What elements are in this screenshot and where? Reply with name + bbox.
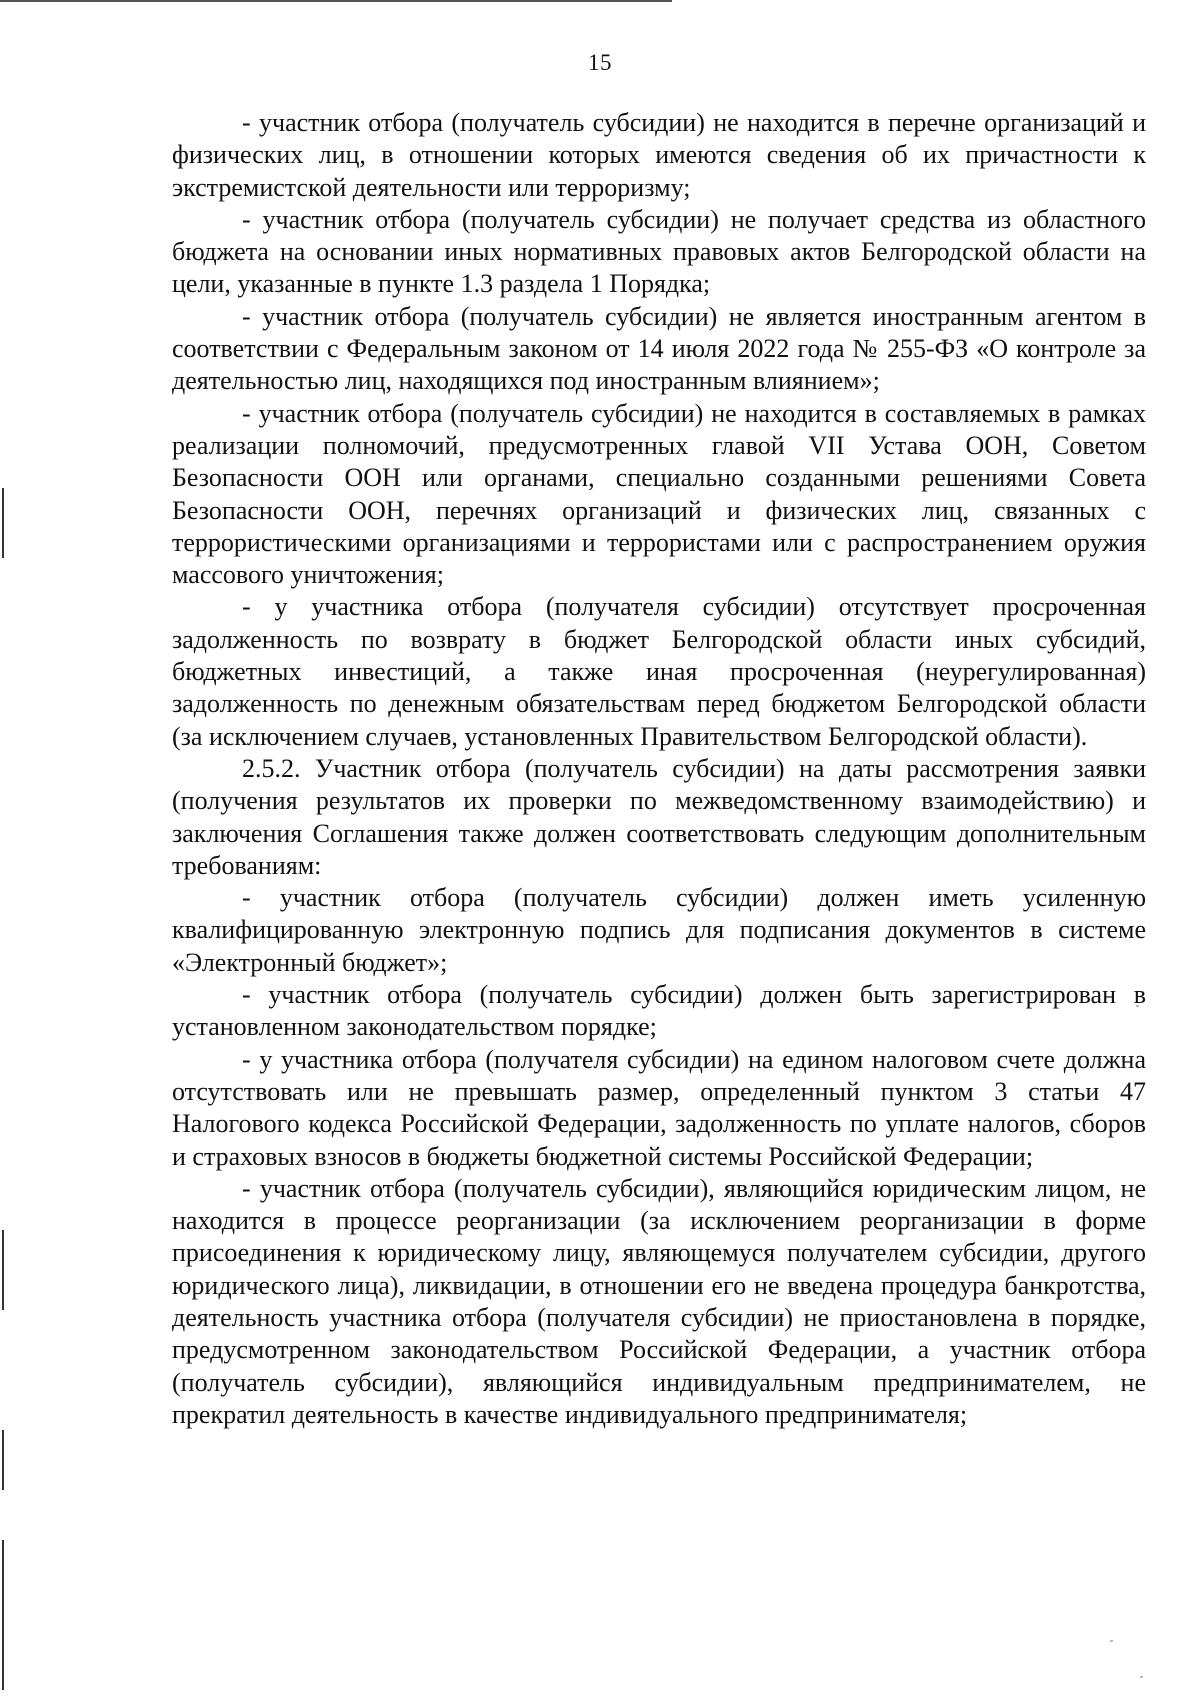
- paragraph: - участник отбора (получатель субсидии) не является иностранным агентом в соответствии с Федеральным законом от 14 июля 2022 года № 255-ФЗ «О контроле за деятельностью лиц, находящихся под иностранным влиянием»;: [172, 301, 1146, 396]
- paragraph: - участник отбора (получатель субсидии), являющийся юридическим лицом, не находится в процессе реорганизации (за исключением реорганизации в форме присоединения к юридическому лицу, являющемуся получателем субсидии, другого юридического лица), ликвидации, в отношении его не введена процедура банкротства, деятельность участника отбора (получателя субсидии) не приостановлена в порядке, предусмотренном законодательством Российской Федерации, а участник отбора (получатель субсидии), являющийся индивидуальным предпринимателем, не прекратил деятельность в качестве индивидуального предпринимателя;: [172, 1173, 1146, 1429]
- paragraph: - у участника отбора (получателя субсидии) на едином налоговом счете должна отсутствовать или не превышать размер, определенный пунктом 3 статьи 47 Налогового кодекса Российской Федерации, задолженность по уплате налогов, сборов и страховых взносов в бюджеты бюджетной системы Российской Федерации;: [172, 1044, 1146, 1171]
- paragraph: - участник отбора (получатель субсидии) должен иметь усиленную квалифицированную электронную подпись для подписания документов в системе «Электронный бюджет»;: [172, 883, 1146, 977]
- paragraph: - участник отбора (получатель субсидии) должен быть зарегистрирован в установленном законодательством порядке;: [172, 980, 1146, 1042]
- document-body: [172, 107, 1146, 1431]
- scan-margin-mark: [2, 1430, 4, 1490]
- paragraph: - участник отбора (получатель субсидии) не находится в составляемых в рамках реализации полномочий, предусмотренных главой VII Устава ООН, Советом Безопасности ООН или органами, специально созданными решениями Совета Безопасности ООН, перечнях организаций и физических лиц, связанных с террористическими организациями и террористами или с распространением оружия массового уничтожения;: [172, 398, 1146, 590]
- scan-edge-line: [0, 0, 672, 2]
- paragraph: - участник отбора (получатель субсидии) не получает средства из областного бюджета на основании иных нормативных правовых актов Белгородской области на цели, указанные в пункте 1.3 раздела 1 Порядка;: [172, 204, 1146, 299]
- paragraph: 2.5.2. Участник отбора (получатель субсидии) на даты рассмотрения заявки (получения результатов их проверки по межведомственному взаимодействию) и заключения Соглашения также должен соответствовать следующим дополнительным требованиям:: [172, 753, 1146, 880]
- scan-margin-mark: [2, 1230, 4, 1310]
- scan-speck: [1140, 1676, 1143, 1678]
- paragraph: - участник отбора (получатель субсидии) не находится в перечне организаций и физических лиц, в отношении которых имеются сведения об их причастности к экстремистской деятельности или терроризму;: [172, 108, 1146, 202]
- page-number: 15: [588, 50, 612, 75]
- scan-speck: [1110, 1640, 1113, 1642]
- paragraph: - у участника отбора (получателя субсидии) отсутствует просроченная задолженность по возврату в бюджет Белгородской области иных субсидий, бюджетных инвестиций, а также иная просроченная (неурегулированная) задолженность по денежным обязательствам перед бюджетом Белгородской области (за исключением случаев, установленных Правительством Белгородской области).: [172, 592, 1146, 751]
- scan-margin-mark: [2, 1540, 4, 1690]
- scan-margin-mark: [2, 488, 4, 558]
